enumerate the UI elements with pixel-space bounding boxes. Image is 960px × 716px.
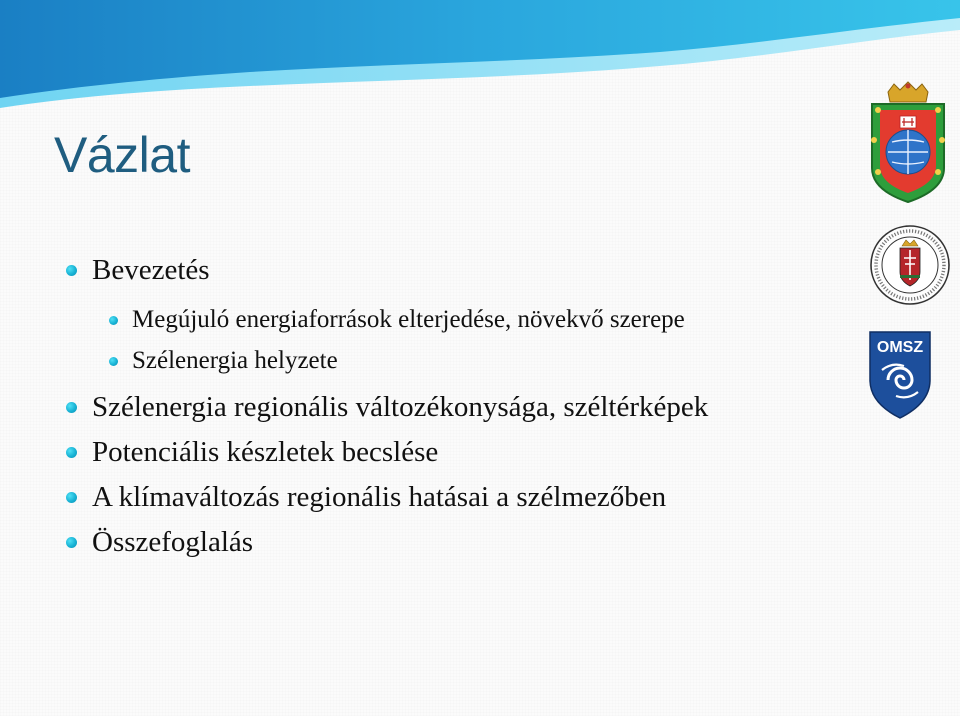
bullet-text: Szélenergia regionális változékonysága, széltérképek bbox=[92, 391, 709, 423]
sub-bullet-item bbox=[132, 303, 685, 337]
bullet-text: Potenciális készletek becslése bbox=[92, 436, 439, 468]
slide-title: Vázlat bbox=[54, 127, 190, 183]
header-wave-band bbox=[0, 0, 960, 112]
bullet-text: Szélenergia helyzete bbox=[132, 347, 338, 374]
bullet-item bbox=[92, 250, 210, 290]
bullet-text: Bevezetés bbox=[92, 254, 210, 286]
institution-logos bbox=[858, 80, 958, 420]
sub-bullet-item bbox=[132, 344, 338, 378]
bullet-dot-icon bbox=[109, 316, 118, 325]
bullet-dot-icon bbox=[66, 447, 77, 458]
bullet-dot-icon bbox=[66, 265, 77, 276]
university-seal-logo bbox=[871, 226, 949, 304]
bullet-dot-icon bbox=[66, 537, 77, 548]
bullet-dot-icon bbox=[66, 492, 77, 503]
faculty-crest-logo bbox=[871, 82, 945, 202]
omsz-logo bbox=[870, 332, 930, 418]
bullet-text: A klímaváltozás regionális hatásai a szélmezőben bbox=[92, 481, 667, 513]
bullet-dot-icon bbox=[109, 357, 118, 366]
bullet-item bbox=[92, 522, 253, 562]
omsz-logo-text: OMSZ bbox=[876, 339, 924, 356]
bullet-dot-icon bbox=[66, 402, 77, 413]
bullet-text: Megújuló energiaforrások elterjedése, növekvő szerepe bbox=[132, 306, 685, 333]
bullet-item bbox=[92, 387, 708, 427]
bullet-text: Összefoglalás bbox=[92, 526, 254, 558]
bullet-item bbox=[92, 432, 438, 472]
bullet-item bbox=[92, 477, 666, 517]
